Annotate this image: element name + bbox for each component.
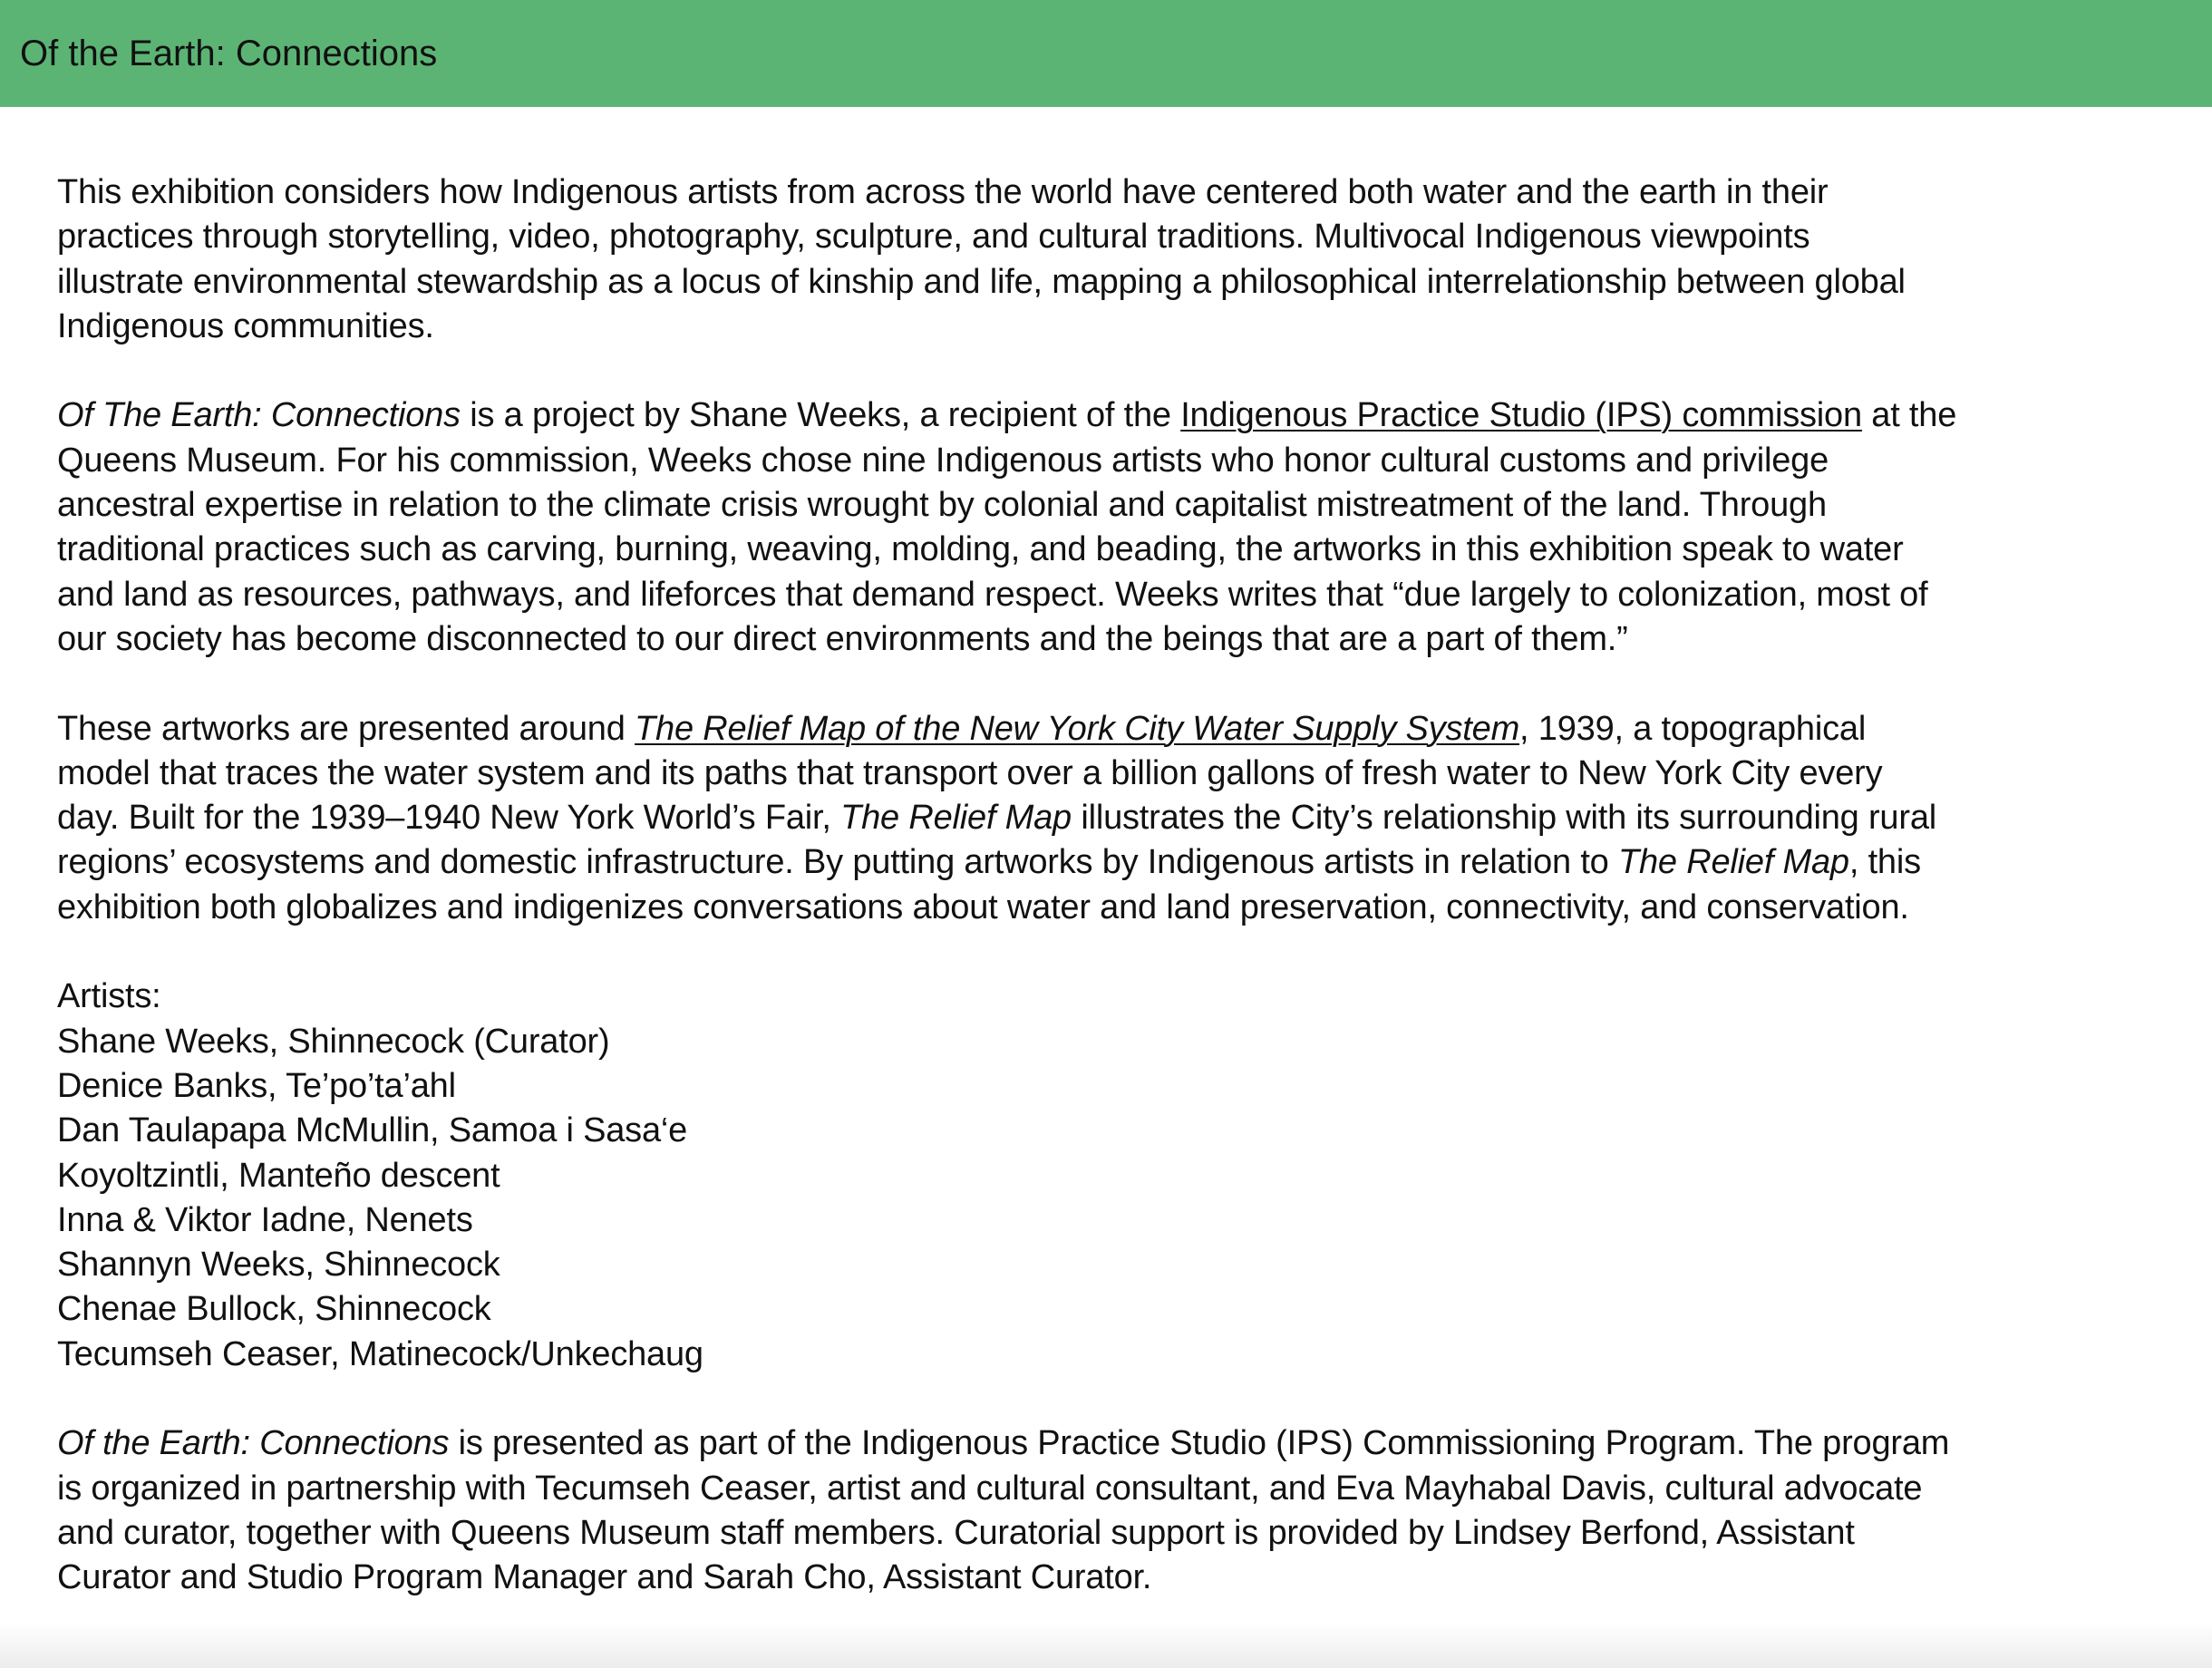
artists-label: Artists: bbox=[57, 977, 161, 1016]
program-line bbox=[57, 1421, 2169, 1466]
artists-list bbox=[57, 975, 2169, 1377]
project-line bbox=[57, 393, 2169, 438]
relief-map-line1-end: , 1939, a topographical bbox=[1519, 709, 1867, 748]
artist-item: Inna & Viktor Iadne, Nenets bbox=[57, 1200, 473, 1239]
project-line: our society has become disconnected to our direct environments and the beings that are a part of them.” bbox=[57, 619, 1628, 658]
relief-map-line bbox=[57, 707, 2169, 752]
relief-map-paragraph bbox=[57, 707, 2169, 930]
page-title: Of the Earth: Connections bbox=[20, 34, 438, 73]
relief-map-line3-end: illustrates the City’s relationship with its surrounding rural bbox=[1071, 799, 1936, 838]
artist-item: Shannyn Weeks, Shinnecock bbox=[57, 1246, 500, 1285]
relief-map-link-text[interactable]: The Relief Map of the New York City Water Supply System bbox=[635, 709, 1520, 748]
relief-map-line1-start: These artworks are presented around bbox=[57, 709, 635, 748]
relief-map-line: model that traces the water system and its paths that transport over a billion gallons of fresh water to New York City every bbox=[57, 753, 1883, 792]
ips-commission-link[interactable]: Indigenous Practice Studio (IPS) commission bbox=[1180, 396, 1862, 435]
intro-paragraph bbox=[57, 170, 2169, 349]
artist-item: Shane Weeks, Shinnecock (Curator) bbox=[57, 1022, 610, 1061]
intro-line: practices through storytelling, video, photography, sculpture, and cultural traditions. Multivocal Indigenous viewpoints bbox=[57, 218, 1810, 257]
program-line: and curator, together with Queens Museum staff members. Curatorial support is provided by Lindsey Berfond, Assistant bbox=[57, 1513, 1855, 1552]
project-line1-middle: is a project by Shane Weeks, a recipient of the bbox=[460, 396, 1181, 435]
program-paragraph bbox=[57, 1421, 2169, 1600]
relief-map-italic: The Relief Map bbox=[1617, 843, 1849, 882]
relief-map-italic: The Relief Map bbox=[840, 799, 1072, 838]
project-line1-end: at the bbox=[1861, 396, 1957, 435]
artist-item: Tecumseh Ceaser, Matinecock/Unkechaug bbox=[57, 1334, 703, 1373]
program-line: is organized in partnership with Tecumseh Ceaser, artist and cultural consultant, and Eva Mayhabal Davis, cultural advocate bbox=[57, 1469, 1923, 1508]
relief-map-line bbox=[57, 796, 2169, 840]
bottom-fade bbox=[0, 1623, 2212, 1668]
relief-map-line: exhibition both globalizes and indigenizes conversations about water and land preservation, connectivity, and conservation. bbox=[57, 887, 1909, 926]
exhibition-description bbox=[57, 170, 2169, 1601]
program-line: Curator and Studio Program Manager and Sarah Cho, Assistant Curator. bbox=[57, 1558, 1152, 1597]
relief-map-line4-start: regions’ ecosystems and domestic infrastructure. By putting artworks by Indigenous artists in relation to bbox=[57, 843, 1618, 882]
relief-map-line bbox=[57, 840, 2169, 885]
intro-line: Indigenous communities. bbox=[57, 306, 434, 345]
project-title-italic: Of The Earth: Connections bbox=[57, 396, 461, 435]
intro-line: illustrate environmental stewardship as a locus of kinship and life, mapping a philosophical interrelationship between global bbox=[57, 262, 1906, 301]
project-paragraph bbox=[57, 393, 2169, 662]
artist-item: Dan Taulapapa McMullin, Samoa i Sasa‘e bbox=[57, 1111, 688, 1150]
project-line: and land as resources, pathways, and lifeforces that demand respect. Weeks writes that “due largely to colonization, most of bbox=[57, 575, 1928, 614]
project-line: Queens Museum. For his commission, Weeks chose nine Indigenous artists who honor cultural customs and privilege bbox=[57, 441, 1829, 480]
artist-item: Chenae Bullock, Shinnecock bbox=[57, 1290, 491, 1329]
relief-map-line3-start: day. Built for the 1939–1940 New York World’s Fair, bbox=[57, 799, 841, 838]
artist-item: Koyoltzintli, Manteño descent bbox=[57, 1156, 500, 1195]
project-line: traditional practices such as carving, burning, weaving, molding, and beading, the artworks in this exhibition speak to water bbox=[57, 530, 1904, 569]
program-line1-end: is presented as part of the Indigenous Practice Studio (IPS) Commissioning Program. The program bbox=[449, 1424, 1950, 1463]
relief-map-link[interactable] bbox=[635, 710, 1519, 748]
intro-line: This exhibition considers how Indigenous artists from across the world have centered both water and the earth in their bbox=[57, 173, 1829, 211]
relief-map-line4-end: , this bbox=[1848, 843, 1921, 882]
artist-item: Denice Banks, Te’po’ta’ahl bbox=[57, 1066, 456, 1105]
program-title-italic: Of the Earth: Connections bbox=[57, 1424, 450, 1463]
project-line: ancestral expertise in relation to the climate crisis wrought by colonial and capitalist mistreatment of the land. Through bbox=[57, 486, 1827, 525]
page-header bbox=[0, 0, 2212, 107]
